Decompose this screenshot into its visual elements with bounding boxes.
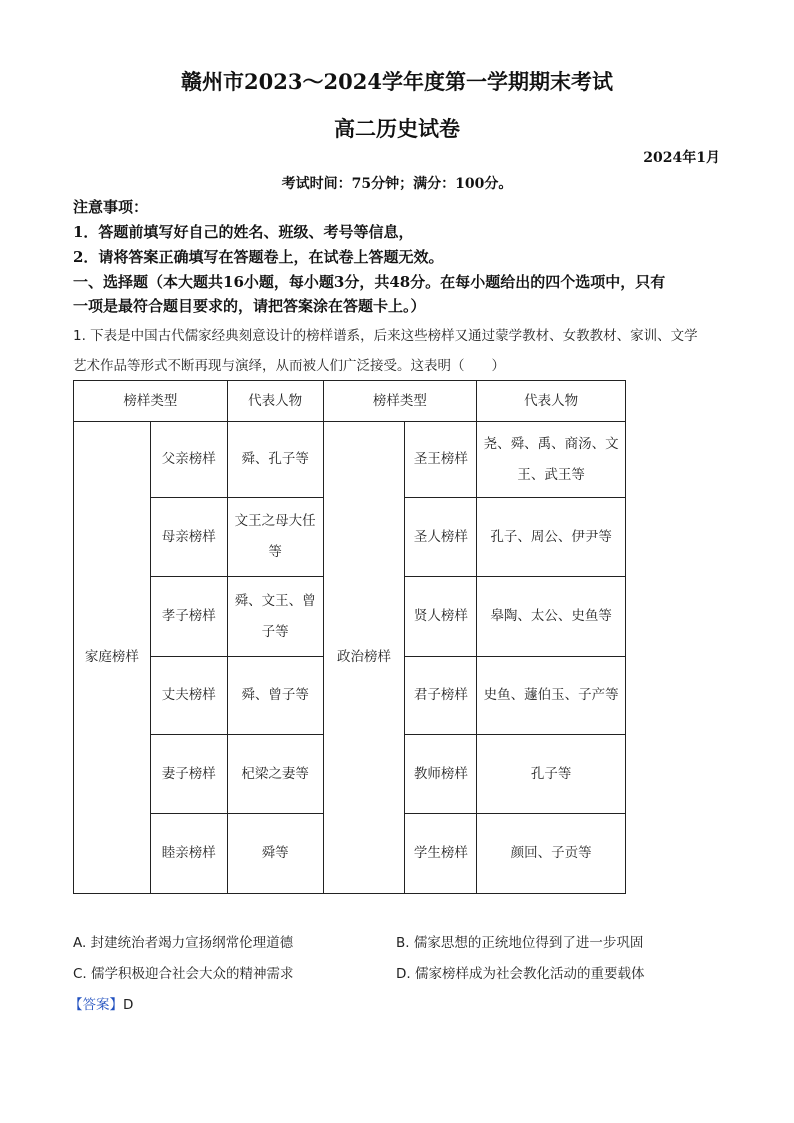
cell-right-person: 孔子等: [477, 735, 626, 814]
cell-left-person: 舜等: [227, 814, 323, 894]
cell-right-type: 圣人榜样: [405, 498, 477, 577]
header-type-right: 榜样类型: [323, 381, 477, 422]
option-c: C. 儒学积极迎合社会大众的精神需求: [73, 966, 294, 982]
cell-left-type: 睦亲榜样: [150, 814, 227, 894]
cell-right-type: 圣王榜样: [405, 422, 477, 498]
group-political: 政治榜样: [323, 422, 405, 894]
notice-item-2: 2．请将答案正确填写在答题卷上，在试卷上答题无效。: [73, 248, 444, 266]
cell-left-person: 杞梁之妻等: [227, 735, 323, 814]
table-header-row: [74, 381, 626, 422]
option-d: D. 儒家榜样成为社会教化活动的重要载体: [396, 966, 645, 982]
question-1-stem-line2: 艺术作品等形式不断再现与演绎，从而被人们广泛接受。这表明（ ）: [73, 358, 505, 374]
table-row: [74, 422, 626, 498]
role-model-table: [73, 380, 626, 894]
header-type-left: 榜样类型: [74, 381, 228, 422]
question-1-stem-line1: 1. 下表是中国古代儒家经典刻意设计的榜样谱系，后来这些榜样又通过蒙学教材、女教教材、家训、文学: [73, 328, 698, 344]
group-family: 家庭榜样: [74, 422, 151, 894]
cell-right-type: 贤人榜样: [405, 577, 477, 657]
exam-info: 考试时间：75分钟；满分：100分。: [281, 176, 513, 192]
cell-left-person: 舜、曾子等: [227, 657, 323, 735]
section-heading-line1: 一、选择题（本大题共16小题，每小题3分，共48分。在每小题给出的四个选项中，只有: [73, 273, 666, 291]
cell-left-person: 舜、孔子等: [227, 422, 323, 498]
answer-line: [69, 993, 133, 1013]
header-person-right: 代表人物: [477, 381, 626, 422]
cell-right-person: 颜回、子贡等: [477, 814, 626, 894]
notice-heading: 注意事项：: [73, 198, 149, 216]
option-b: B. 儒家思想的正统地位得到了进一步巩固: [396, 935, 644, 951]
cell-left-type: 母亲榜样: [150, 498, 227, 577]
exam-title: 赣州市2023～2024学年度第一学期期末考试: [181, 69, 613, 94]
section-heading-line2: 一项是最符合题目要求的，请把答案涂在答题卡上。）: [73, 297, 426, 315]
cell-left-type: 孝子榜样: [150, 577, 227, 657]
cell-left-type: 丈夫榜样: [150, 657, 227, 735]
cell-right-person: 史鱼、蘧伯玉、子产等: [477, 657, 626, 735]
cell-right-person: 尧、舜、禹、商汤、文王、武王等: [477, 422, 626, 498]
exam-date: 2024年1月: [643, 150, 720, 166]
cell-left-person: 舜、文王、曾子等: [227, 577, 323, 657]
cell-right-type: 教师榜样: [405, 735, 477, 814]
cell-left-type: 父亲榜样: [150, 422, 227, 498]
paper-subtitle: 高二历史试卷: [334, 116, 460, 141]
notice-item-1: 1．答题前填写好自己的姓名、班级、考号等信息，: [73, 223, 414, 241]
cell-right-person: 皋陶、太公、史鱼等: [477, 577, 626, 657]
cell-left-type: 妻子榜样: [150, 735, 227, 814]
answer-value: D: [123, 997, 134, 1013]
cell-left-person: 文王之母大任等: [227, 498, 323, 577]
cell-right-type: 学生榜样: [405, 814, 477, 894]
header-person-left: 代表人物: [227, 381, 323, 422]
option-a: A. 封建统治者竭力宣扬纲常伦理道德: [73, 935, 294, 951]
answer-label: 【答案】: [69, 997, 123, 1013]
cell-right-person: 孔子、周公、伊尹等: [477, 498, 626, 577]
cell-right-type: 君子榜样: [405, 657, 477, 735]
